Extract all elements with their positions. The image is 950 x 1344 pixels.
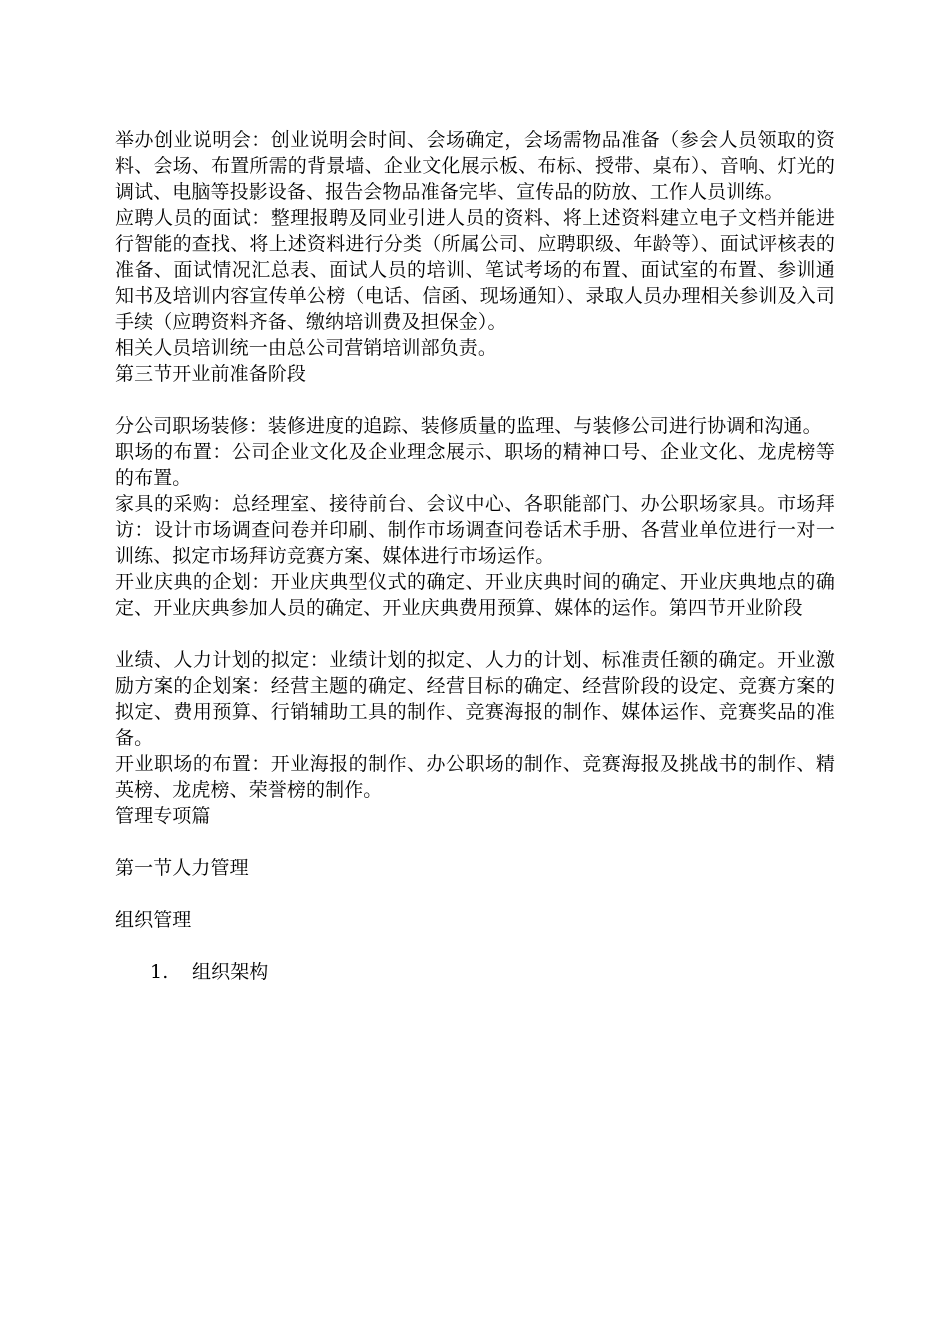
paragraph-office-layout: 职场的布置：公司企业文化及企业理念展示、职场的精神口号、企业文化、龙虎榜等的布置。 (115, 441, 835, 489)
blank-line (115, 881, 835, 907)
paragraph-office-renovation: 分公司职场装修：装修进度的追踪、装修质量的监理、与装修公司进行协调和沟通。 (115, 415, 822, 437)
section-heading-pre-opening: 第三节开业前准备阶段 (115, 363, 307, 385)
document-body (115, 127, 835, 985)
paragraph-opening-office-layout: 开业职场的布置：开业海报的制作、办公职场的制作、竞赛海报及挑战书的制作、精英榜、龙虎榜、荣誉榜的制作。 (115, 753, 835, 801)
paragraph-training-responsibility: 相关人员培训统一由总公司营销培训部负责。 (115, 337, 498, 359)
paragraph-performance-plan: 业绩、人力计划的拟定：业绩计划的拟定、人力的计划、标准责任额的确定。开业激励方案的企划案：经营主题的确定、经营目标的确定、经营阶段的设定、竞赛方案的拟定、费用预算、行销辅助工具的制作、竞赛海报的制作、媒体运作、竞赛奖品的准备。 (115, 649, 835, 749)
section-heading-hr-management: 第一节人力管理 (115, 857, 249, 879)
blank-line (115, 387, 835, 413)
blank-line (115, 829, 835, 855)
blank-line (115, 933, 835, 959)
list-item (115, 959, 835, 985)
list-number: 1. (150, 961, 169, 983)
paragraph-briefing-session: 举办创业说明会：创业说明会时间、会场确定，会场需物品准备（参会人员领取的资料、会场、布置所需的背景墙、企业文化展示板、布标、授带、桌布）、音响、灯光的调试、电脑等投影设备、报告会物品准备完毕、宣传品的防放、工作人员训练。 (115, 129, 835, 203)
heading-organization-management: 组织管理 (115, 909, 192, 931)
paragraph-applicant-interview: 应聘人员的面试：整理报聘及同业引进人员的资料、将上述资料建立电子文档并能进行智能的查找、将上述资料进行分类（所属公司、应聘职级、年龄等）、面试评核表的准备、面试情况汇总表、面试人员的培训、笔试考场的布置、面试室的布置、参训通知书及培训内容宣传单公榜（电话、信函、现场通知）、录取人员办理相关参训及入司手续（应聘资料齐备、缴纳培训费及担保金）。 (115, 207, 835, 333)
blank-line (115, 621, 835, 647)
paragraph-opening-ceremony: 开业庆典的企划：开业庆典型仪式的确定、开业庆典时间的确定、开业庆典地点的确定、开业庆典参加人员的确定、开业庆典费用预算、媒体的运作。第四节开业阶段 (115, 571, 835, 619)
list-item-text: 组织架构 (192, 961, 269, 983)
heading-management-topics: 管理专项篇 (115, 805, 211, 827)
paragraph-furniture-purchase: 家具的采购：总经理室、接待前台、会议中心、各职能部门、办公职场家具。市场拜访：设计市场调查问卷并印刷、制作市场调查问卷话术手册、各营业单位进行一对一训练、拟定市场拜访竞赛方案、媒体进行市场运作。 (115, 493, 835, 567)
